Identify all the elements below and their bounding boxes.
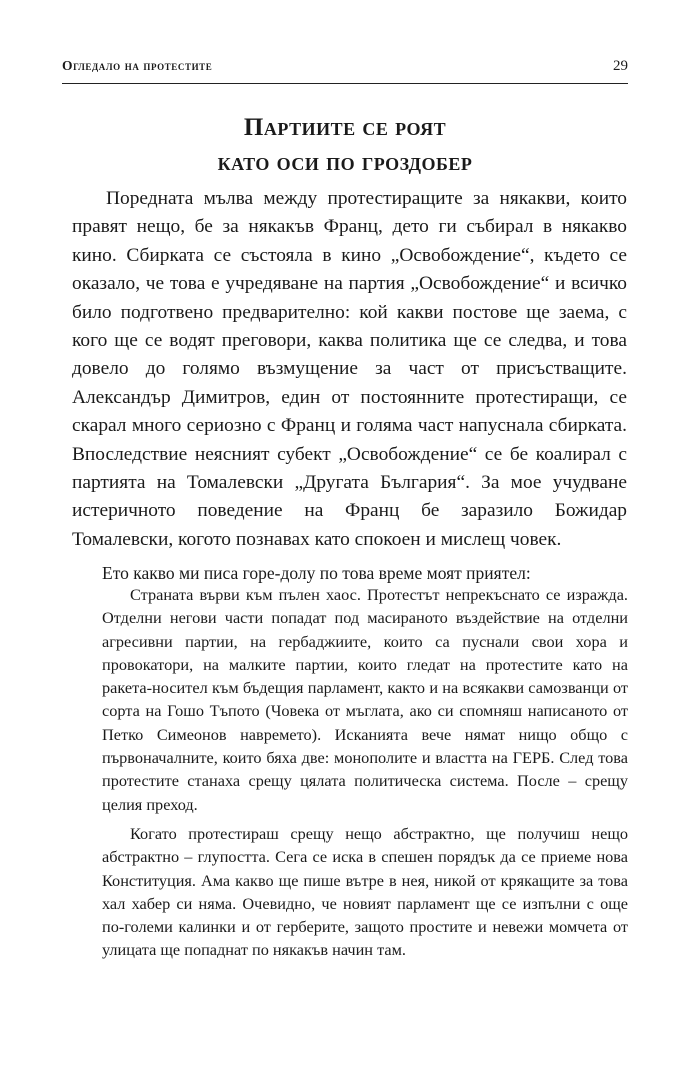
- chapter-title: [62, 110, 628, 180]
- header-rule: [62, 83, 628, 84]
- body-text: [72, 185, 627, 554]
- running-title: Огледало на протестите: [62, 58, 213, 73]
- body-paragraph: Поредната мълва между протестиращите за някакви, които правят нещо, бе за някакъв Франц, дето ги събирал в някакво кино. Сбирката се състояла в кино „Освобождение“, където се оказало, че това е учредяване на партия „Освобождение“ и всичко било подготвено предварително: кой какви постове ще заема, с кого ще се водят преговори, каква политика ще се следва, и това довело до голямо възмущение за част от присъстващите. Александър Димитров, един от постоянните протестиращи, се скарал много сериозно с Франц и голяма част напуснала сбирката. Впоследствие неясният субект „Освобождение“ се бе коалирал с партията на Томалевски „Другата България“. За мое учудване истеричното поведение на Франц бе заразило Божидар Томалевски, когото познавах като спокоен и мислещ човек.: [72, 188, 627, 550]
- running-header: [62, 58, 628, 75]
- quote-paragraph-1: Страната върви към пълен хаос. Протестът непрекъснато се изражда. Отделни негови части попадат под масираното въздействие на отделни агресивни партии, на гербаджиите, които са пуснали свои хора и провокатори, на малките партии, които гледат на протестите като на ракета-носител към бъдещия парламент, както и на всякакви самозванци от сорта на Гошо Тъпото (Човека от мъглата, ако си спомняш написаното от Петко Симеонов навремето). Исканията вече нямат нищо общо с първоначалните, които бяха две: монополите и властта на ГЕРБ. След това протестите станаха срещу цялата политическа система. После – срещу целия преход.: [102, 585, 628, 814]
- page-number: 29: [613, 58, 628, 74]
- quoted-letter: [102, 583, 628, 962]
- quote-intro-line: Ето какво ми писа горе-долу по това време моят приятел:: [102, 563, 531, 583]
- quote-paragraph-2: Когато протестираш срещу нещо абстрактно, ще получиш нещо абстрактно – глупостта. Сега се иска в спешен порядък да се приеме нова Конституция. Ама какво ще пише вътре в нея, никой от крякащите за това хал хабер си няма. Очевидно, че новият парламент ще се изпълни с още по-големи калинки и от герберите, защото простите и невежи момчета от улицата ще попаднат по някакъв начин там.: [102, 823, 628, 960]
- chapter-title-line-2: като оси по гроздобер: [217, 149, 473, 176]
- chapter-title-line-1: Партиите се роят: [243, 114, 447, 141]
